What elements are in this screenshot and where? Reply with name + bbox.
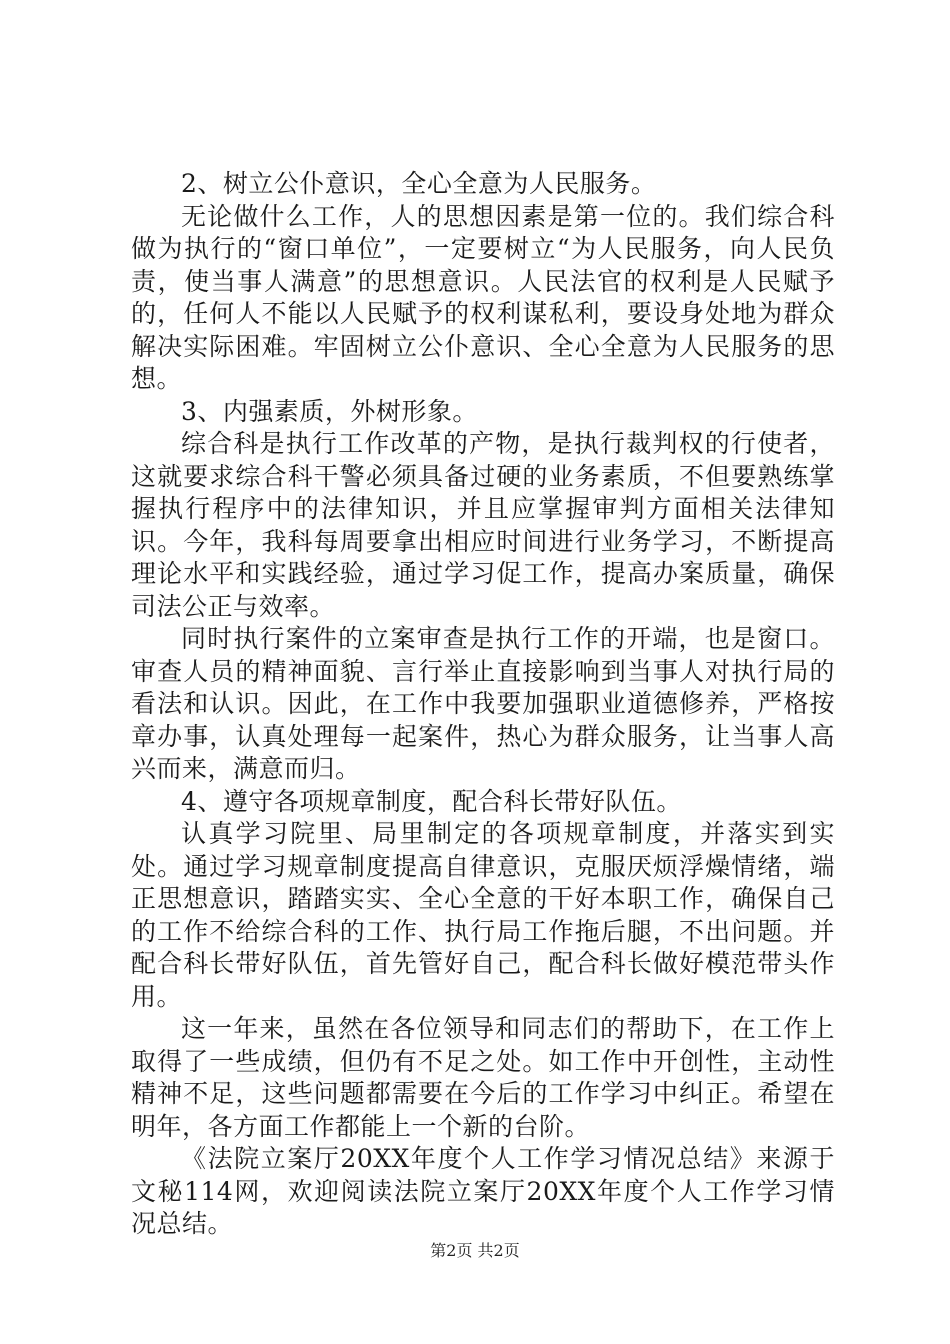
paragraph: 综合科是执行工作改革的产物，是执行裁判权的行使者，这就要求综合科干警必须具备过硬的业务素质，不但要熟练掌握执行程序中的法律知识，并且应掌握审判方面相关法律知识。今年，我科每周要拿出相应时间进行业务学习，不断提高理论水平和实践经验，通过学习促工作，提高办案质量，确保司法公正与效率。 [131,429,835,621]
paragraph: 同时执行案件的立案审查是执行工作的开端，也是窗口。审查人员的精神面貌、言行举止直接影响到当事人对执行局的看法和认识。因此，在工作中我要加强职业道德修养，严格按章办事，认真处理每一起案件，热心为群众服务，让当事人高兴而来，满意而归。 [131,624,835,783]
section-heading-3: 3、内强素质，外树形象。 [181,396,478,426]
paragraph: 认真学习院里、局里制定的各项规章制度，并落实到实处。通过学习规章制度提高自律意识，克服厌烦浮燥情绪，端正思想意识，踏踏实实、全心全意的干好本职工作，确保自己的工作不给综合科的工作、执行局工作拖后腿，不出问题。并配合科长带好队伍，首先管好自己，配合科长做好模范带头作用。 [131,819,835,1011]
paragraph: 这一年来，虽然在各位领导和同志们的帮助下，在工作上取得了一些成绩，但仍有不足之处。如工作中开创性，主动性精神不足，这些问题都需要在今后的工作学习中纠正。希望在明年，各方面工作都能上一个新的台阶。 [131,1014,835,1141]
section-heading-2: 2、树立公仆意识，全心全意为人民服务。 [181,169,657,198]
page-footer: 第2页 共2页 [430,1241,520,1260]
section-heading-4: 4、遵守各项规章制度，配合科长带好队伍。 [181,786,682,816]
paragraph: 无论做什么工作，人的思想因素是第一位的。我们综合科做为执行的“窗口单位”，一定要树立“为人民服务，向人民负责，使当事人满意”的思想意识。人民法官的权利是人民赋予的，任何人不能以人民赋予的权利谋私利，要设身处地为群众解决实际困难。牢固树立公仆意识、全心全意为人民服务的思想。 [131,201,835,393]
document-body [131,168,835,1241]
source-note: 《法院立案厅20XX年度个人工作学习情况总结》来源于文秘114网，欢迎阅读法院立案厅20XX年度个人工作学习情况总结。 [131,1144,835,1238]
